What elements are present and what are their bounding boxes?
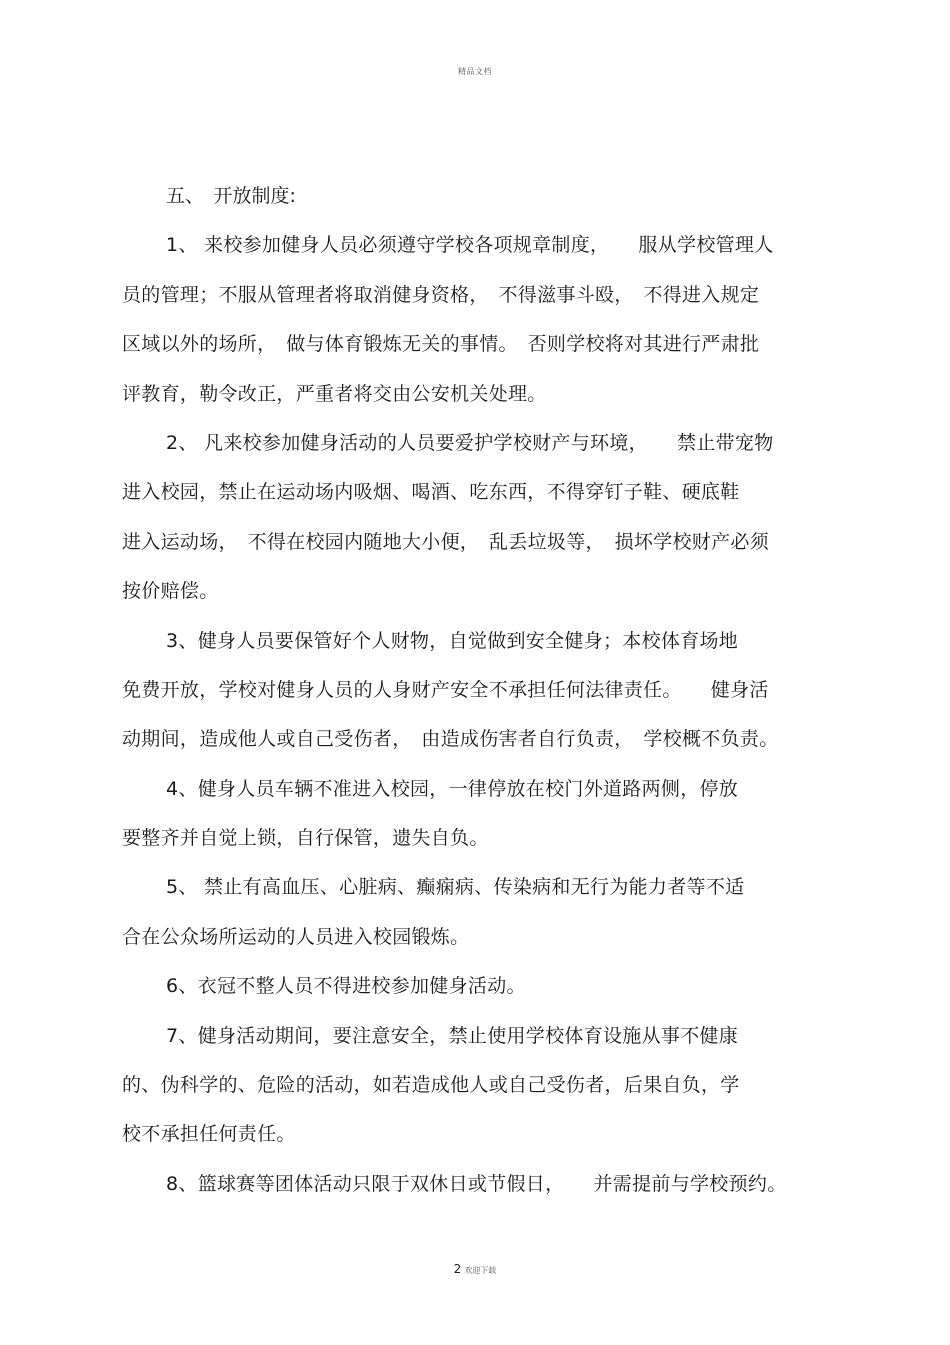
footer-text: 欢迎下载 (464, 1266, 497, 1275)
paragraph-rule-1 (122, 221, 828, 419)
page-footer (0, 1258, 950, 1277)
paragraph-line: 进入校园，禁止在运动场内吸烟、喝酒、吃东西，不得穿钉子鞋、硬底鞋 (122, 481, 740, 504)
paragraph-line: 4、健身人员车辆不准进入校园，一律停放在校门外道路两侧，停放 (166, 777, 739, 800)
paragraph-line: 免费开放，学校对健身人员的人身财产安全不承担任何法律责任。 健身活 (122, 678, 769, 701)
header-text: 精品文档 (458, 67, 492, 76)
paragraph-rule-7 (122, 1012, 828, 1160)
paragraph-rule-5 (122, 863, 828, 962)
paragraph-rule-2 (122, 419, 828, 617)
paragraph-rule-4 (122, 765, 828, 864)
paragraph-line: 校不承担任何责任。 (122, 1123, 296, 1146)
section-heading: 五、 开放制度: (166, 185, 296, 207)
paragraph-line: 合在公众场所运动的人员进入校园锻炼。 (122, 925, 470, 948)
page-number: 2 (453, 1262, 462, 1276)
paragraph-line: 5、 禁止有高血压、心脏病、癫痫病、传染病和无行为能力者等不适 (166, 876, 745, 899)
paragraph-line: 的、伪科学的、危险的活动，如若造成他人或自己受伤者，后果自负，学 (122, 1074, 740, 1097)
paragraph-line: 评教育，勒令改正，严重者将交由公安机关处理。 (122, 382, 547, 405)
paragraph-line: 区域以外的场所， 做与体育锻炼无关的事情。 否则学校将对其进行严肃批 (122, 333, 760, 356)
paragraph-line: 动期间，造成他人或自己受伤者， 由造成伤害者自行负责， 学校概不负责。 (122, 728, 779, 751)
paragraph-rule-8 (122, 1160, 828, 1209)
paragraph-line: 按价赔偿。 (122, 580, 219, 603)
paragraph-rule-6 (122, 962, 828, 1011)
paragraph-line: 要整齐并自觉上锁，自行保管，遗失自负。 (122, 827, 489, 850)
page-header (0, 66, 950, 77)
paragraph-line: 3、健身人员要保管好个人财物，自觉做到安全健身；本校体育场地 (166, 629, 739, 652)
paragraph-line: 员的管理；不服从管理者将取消健身资格， 不得滋事斗殴， 不得进入规定 (122, 283, 760, 306)
paragraph-line: 7、健身活动期间，要注意安全，禁止使用学校体育设施从事不健康 (166, 1024, 739, 1047)
paragraph-line: 8、篮球赛等团体活动只限于双休日或节假日， 并需提前与学校预约。 (166, 1172, 787, 1195)
document-body (122, 172, 828, 1209)
paragraph-line: 1、 来校参加健身人员必须遵守学校各项规章制度， 服从学校管理人 (166, 234, 774, 257)
paragraph-line: 进入运动场， 不得在校园内随地大小便， 乱丢垃圾等， 损坏学校财产必须 (122, 530, 770, 553)
paragraph-line: 6、衣冠不整人员不得进校参加健身活动。 (166, 975, 526, 998)
paragraph-line: 2、 凡来校参加健身活动的人员要爱护学校财产与环境， 禁止带宠物 (166, 431, 774, 454)
paragraph-rule-3 (122, 617, 828, 765)
